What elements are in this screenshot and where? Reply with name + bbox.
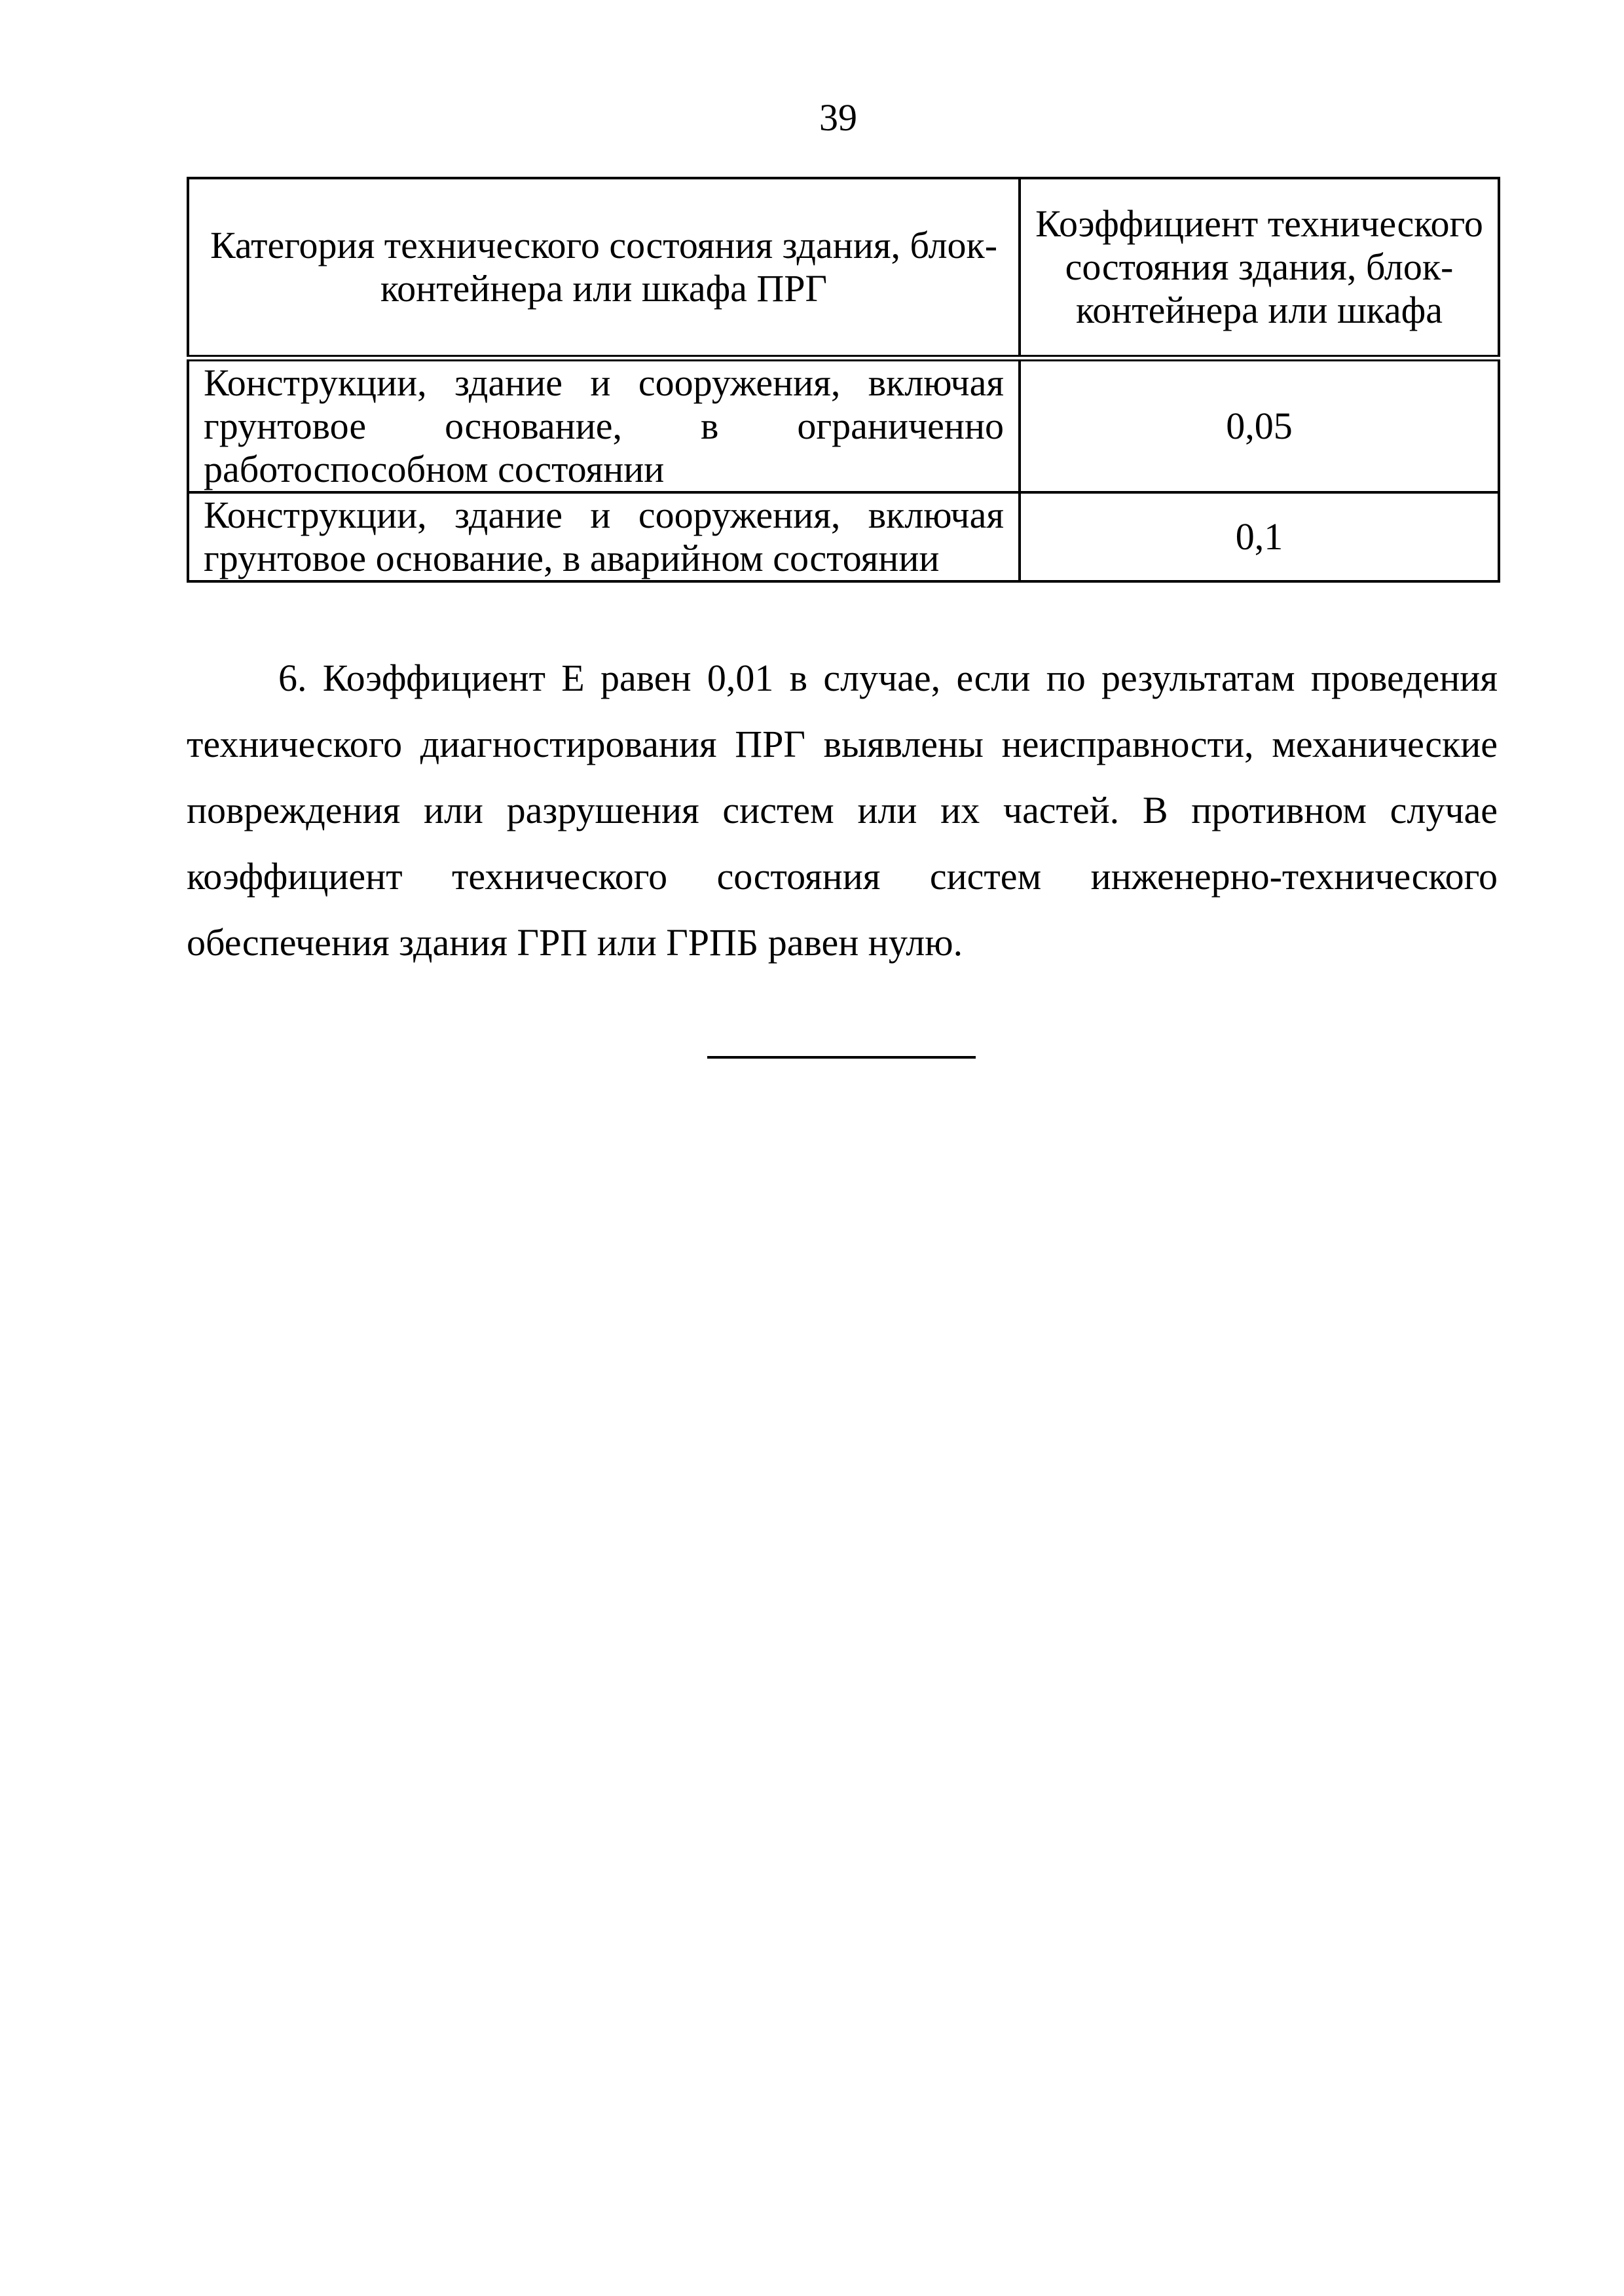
row-category: Конструкции, здание и сооружения, включая грунтовое основание, в ограниченно работоспособном состоянии — [188, 358, 1020, 492]
page-number: 39 — [819, 96, 857, 139]
end-divider — [707, 1056, 976, 1059]
paragraph-6: 6. Коэффициент Е равен 0,01 в случае, если по результатам проведения технического диагностирования ПРГ выявлены неисправности, механические повреждения или разрушения систем или их частей. В противном случае коэффициент технического состояния систем инженерно-технического обеспечения здания ГРП или ГРПБ равен нулю. — [187, 657, 1498, 964]
row-coefficient: 0,05 — [1020, 358, 1499, 492]
coefficient-table — [187, 177, 1500, 583]
row-coefficient: 0,1 — [1020, 492, 1499, 581]
table-row — [188, 492, 1499, 581]
table-header-row — [188, 178, 1499, 358]
header-category: Категория технического состояния здания, блок-контейнера или шкафа ПРГ — [188, 178, 1020, 358]
row-category: Конструкции, здание и сооружения, включая грунтовое основание, в аварийном состоянии — [188, 492, 1020, 581]
table-row — [188, 358, 1499, 492]
header-coefficient: Коэффициент технического состояния здания, блок-контейнера или шкафа — [1020, 178, 1499, 358]
